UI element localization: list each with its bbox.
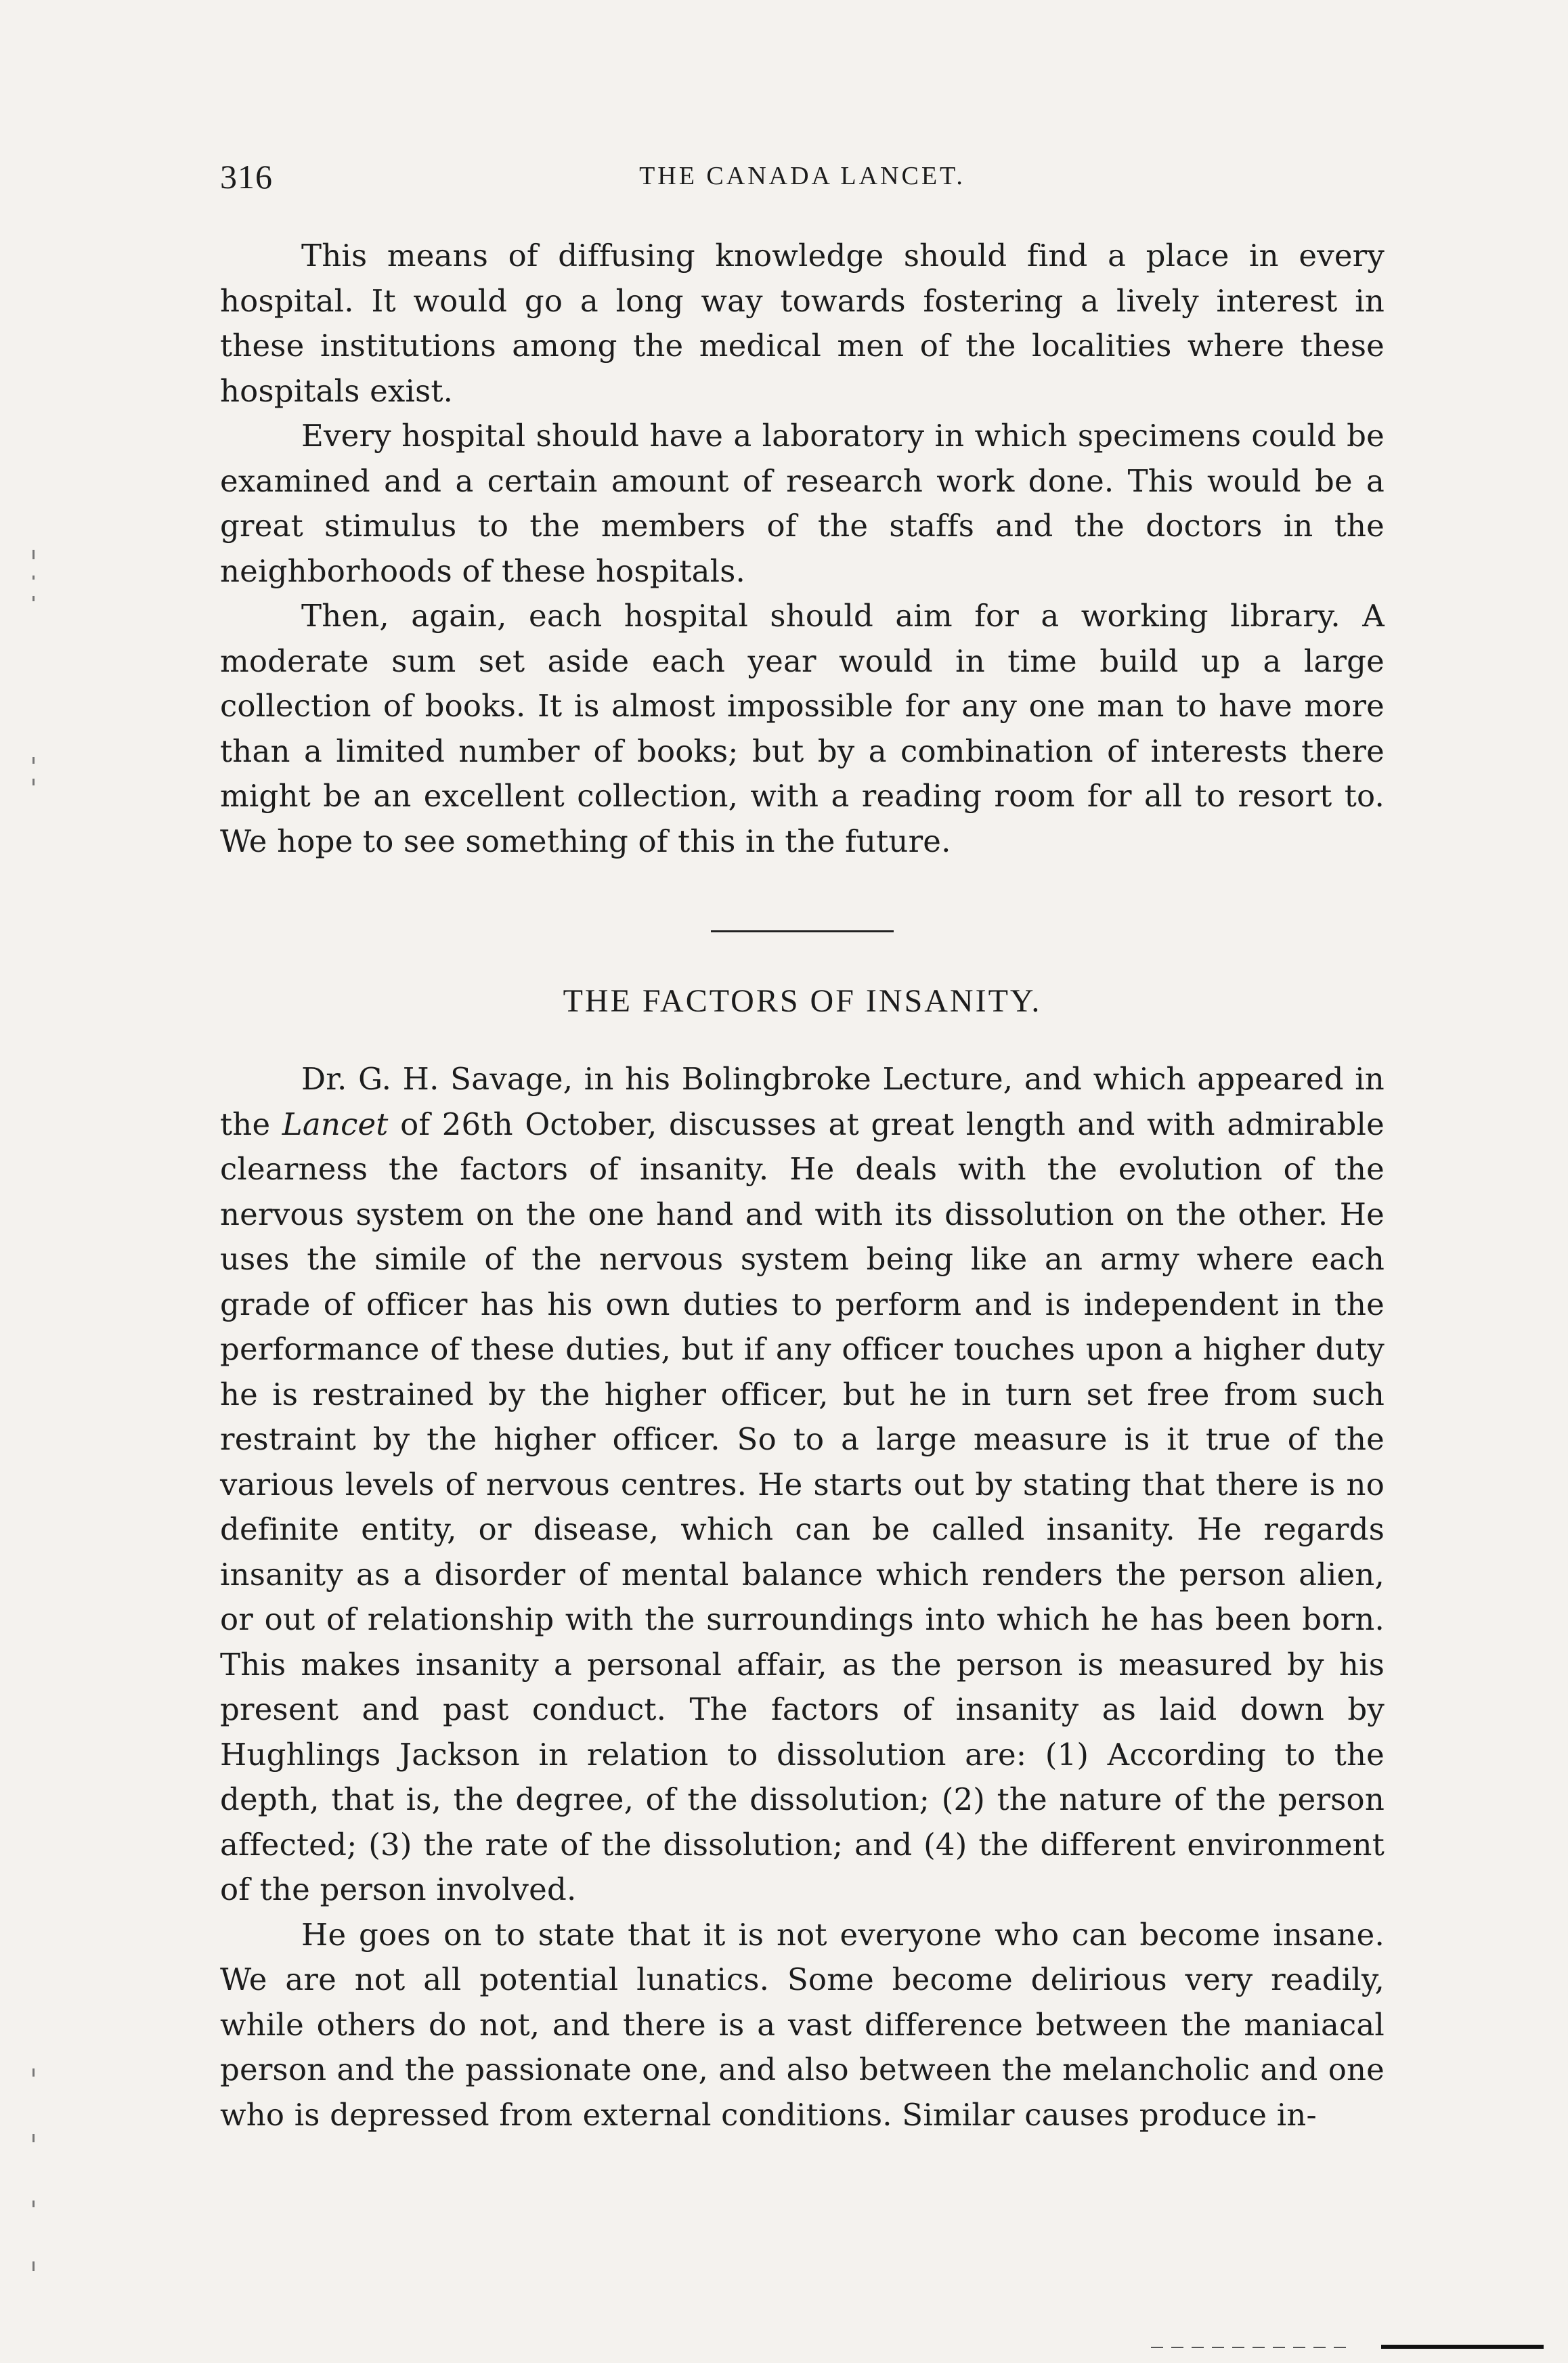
margin-speck (32, 2261, 35, 2271)
section-title: THE FACTORS OF INSANITY. (563, 983, 1042, 1019)
page-header (220, 157, 1385, 204)
margin-speck (32, 550, 35, 559)
margin-speck (32, 779, 35, 785)
margin-speck (32, 2134, 35, 2142)
page-number: 316 (220, 158, 273, 196)
journal-title-italic: Lancet (282, 1106, 389, 1142)
page-body (220, 234, 1385, 2138)
margin-speck (32, 576, 35, 580)
paragraph-savage-lecture (220, 1057, 1385, 1913)
margin-speck (32, 596, 35, 601)
paragraph-hospital-library: Then, again, each hospital should aim for a working library. A moderate sum set aside each year would in time build up a large collection of books. It is almost impossible for any one man to have more than a limited number of books; but by a combination of interests there might be an excellent collection, with a reading room for all to resort to. We hope to see something of this in the future. (220, 598, 1385, 859)
scan-artifact-bar (1381, 2345, 1544, 2349)
margin-speck (32, 2201, 35, 2207)
section-body (220, 1057, 1385, 2138)
scan-margin-marks (32, 542, 39, 2302)
running-head: THE CANADA LANCET. (639, 162, 965, 190)
paragraph-text-start: Dr. G. H. Savage, in his Bolingbroke Lecture, and which appeared in the (220, 1061, 1385, 1142)
section-divider-rule (711, 930, 894, 932)
margin-speck (32, 757, 35, 764)
margin-speck (32, 2068, 35, 2077)
paragraph-hospital-laboratory: Every hospital should have a laboratory in which specimens could be examined and a certain amount of research work done. This would be a great stimulus to the members of the staffs and the doctors in the neighborhoods of these hospitals. (220, 418, 1385, 589)
paragraph-hospital-knowledge: This means of diffusing knowledge should find a place in every hospital. It would go a long way towards fostering a lively interest in these institutions among the medical men of the localities where these hospitals exist. (220, 238, 1385, 409)
paragraph-text-rest: of 26th October, discusses at great length and with admirable clearness the factors of insanity. He deals with the evolution of the nervous system on the one hand and with its dissolution on the other. He uses the simile of the nervous system being like an army where each grade of officer has his own duties to perform and is independent in the performance of these duties, but if any officer touches upon a higher duty he is restrained by the higher officer, but he in turn set free from such restraint by the higher officer. So to a large measure is it true of the various levels of nervous centres. He starts out by stating that there is no definite entity, or disease, which can be called insanity. He regards insanity as a disorder of mental balance which renders the person alien, or out of relationship with the surroundings into which he has been born. This makes insanity a personal affair, as the person is measured by his present and past conduct. The factors of insanity as laid down by Hughlings Jackson in relation to dissolution are: (1) According to the depth, that is, the degree, of the dissolution; (2) the nature of the person affected; (3) the rate of the dissolution; and (4) the different environment of the person involved. (220, 1106, 1385, 1907)
scan-artifact-dashes (1151, 2347, 1354, 2348)
paragraph-potential-lunatics: He goes on to state that it is not everyone who can become insane. We are not all potential lunatics. Some become delirious very readily, while others do not, and there is a vast difference between the maniacal person and the passionate one, and also between the melancholic and one who is depressed from external conditions. Similar causes produce in- (220, 1916, 1385, 2133)
